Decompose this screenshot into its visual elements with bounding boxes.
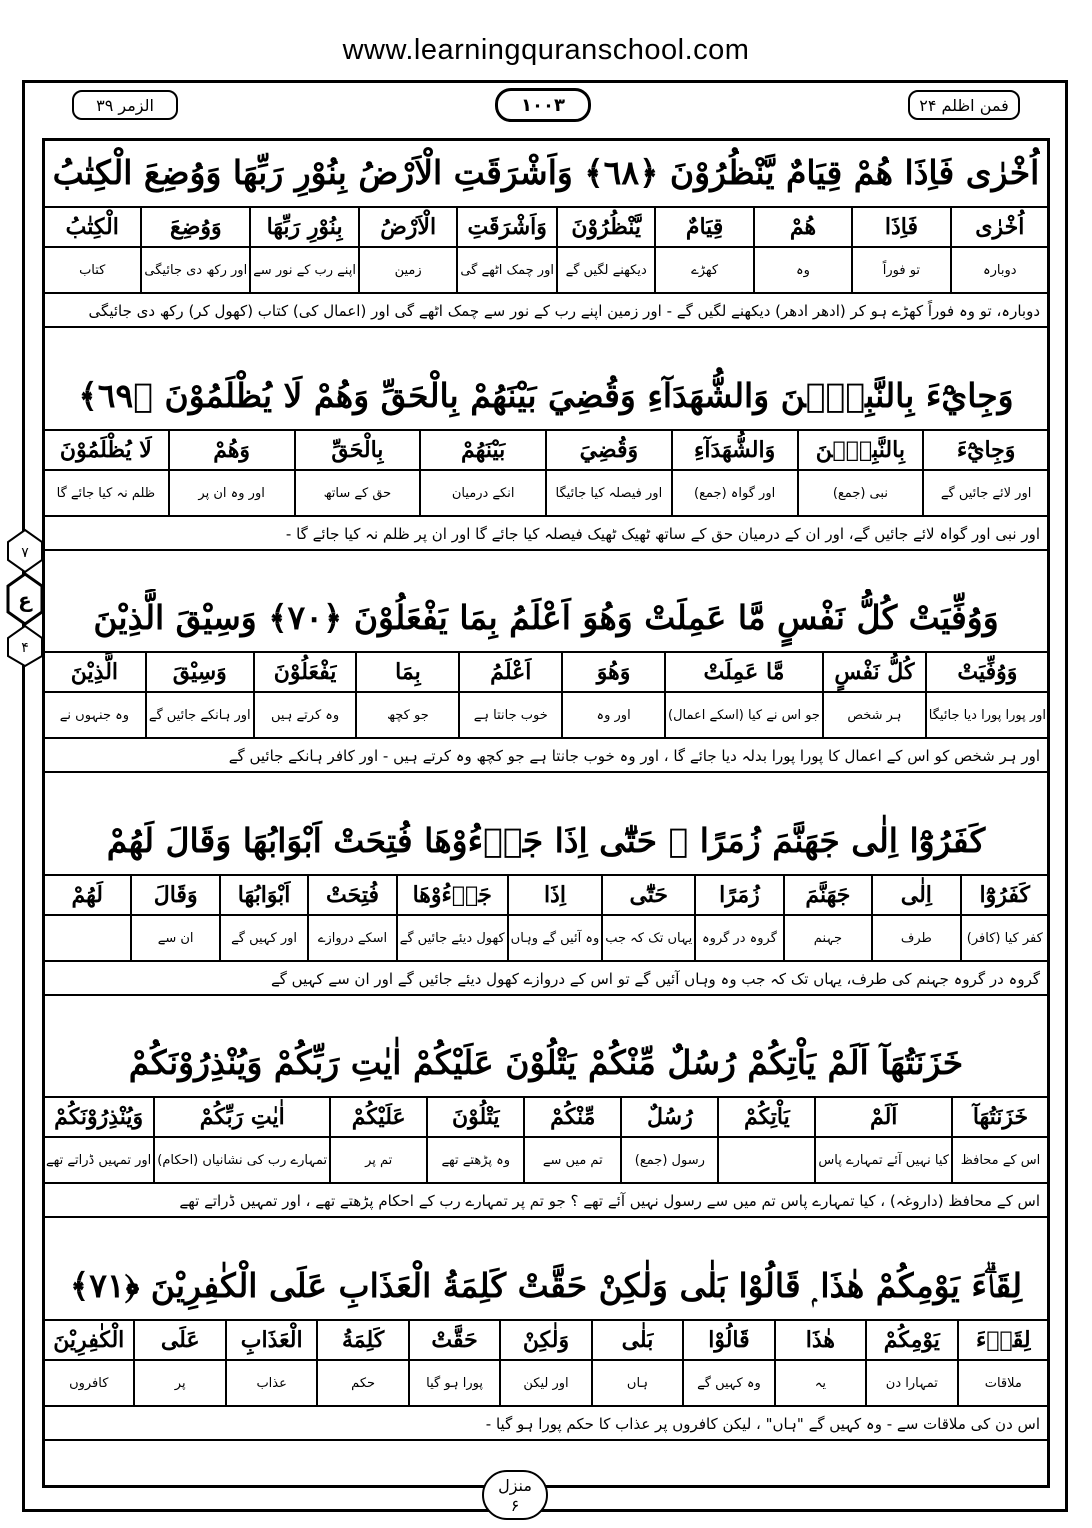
- arabic-word: اِذَا: [509, 876, 602, 916]
- urdu-meaning: ان سے: [157, 930, 194, 946]
- arabic-word: كَفَرُوْٓا: [962, 876, 1048, 916]
- word-cell: [307, 876, 395, 960]
- word-cell: [851, 208, 949, 292]
- urdu-meaning: ہر شخص: [847, 707, 902, 723]
- verse-section: [44, 1253, 1048, 1475]
- arabic-word: بِمَا: [357, 653, 458, 693]
- arabic-word: بِالنَّبِيّٖنَ: [799, 431, 923, 471]
- arabic-word: الْكِتٰبُ: [44, 208, 140, 248]
- verse-section: [44, 363, 1048, 585]
- urdu-meaning: رسول (جمع): [634, 1152, 705, 1168]
- arabic-word: لَا يُظْلَمُوْنَ: [44, 431, 168, 471]
- urdu-meaning: دیکھنے لگیں گے: [565, 262, 647, 278]
- arabic-word: قَالُوْا: [684, 1321, 773, 1361]
- word-cell: [44, 431, 168, 515]
- urdu-meaning: انکے درمیان: [451, 485, 515, 501]
- arabic-word: اَعْلَمُ: [460, 653, 561, 693]
- urdu-translation: اس کے محافظ (داروغہ) ، کیا تمہارے پاس تم میں سے رسول نہیں آئے تھے ؟ جو تم پر تمہارے رب کے احکام پڑھتے تھے ، اور تمہیں ڈراتے تھے: [44, 1184, 1048, 1218]
- word-cell: [153, 1098, 329, 1182]
- word-cell: [396, 876, 507, 960]
- arabic-word: لَهُمْ: [44, 876, 130, 916]
- arabic-word: عَلَيْكُمْ: [331, 1098, 426, 1138]
- arabic-word: لِقَاۗءَ: [959, 1321, 1048, 1361]
- word-cell: [358, 208, 456, 292]
- arabic-verse-line: اُخْرٰى فَاِذَا هُمْ قِيَامٌ يَّنْظُرُوْنَ ﴿٦٨﴾ وَاَشْرَقَتِ الْاَرْضُ بِنُوْرِ رَبِّهَا وَوُضِعَ الْكِتٰبُ: [52, 153, 1040, 192]
- urdu-meaning: [719, 1138, 814, 1182]
- word-cell: [458, 653, 561, 737]
- urdu-meaning: [44, 916, 130, 960]
- urdu-meaning: کافروں: [69, 1375, 109, 1391]
- urdu-meaning: اور لائے جائیں گے: [940, 485, 1032, 501]
- word-cell: [140, 208, 249, 292]
- urdu-meaning: تم میں سے: [542, 1152, 603, 1168]
- word-cell: [753, 208, 851, 292]
- arabic-word: الْاَرْضُ: [360, 208, 456, 248]
- word-cell: [145, 653, 253, 737]
- urdu-meaning: اور لیکن: [523, 1375, 569, 1391]
- word-cell: [329, 1098, 426, 1182]
- word-cell: [133, 1321, 224, 1405]
- verse-section: [44, 585, 1048, 807]
- word-cell: [355, 653, 458, 737]
- word-cell: [620, 1098, 717, 1182]
- manzil-number: ۶: [510, 1496, 520, 1515]
- word-cell: [408, 1321, 499, 1405]
- urdu-translation: اور ہر شخص کو اس کے اعمال کا پورا پورا بدلہ دیا جائے گا ، اور وہ خوب جانتا ہے جو کچھ وہ کرتے ہیں - اور کافر ہانکے جائیں گے: [44, 739, 1048, 773]
- arabic-word: هٰذَا: [776, 1321, 865, 1361]
- urdu-meaning: جہنم: [813, 930, 843, 946]
- arabic-word: وَقَالَ: [132, 876, 218, 916]
- arabic-word: بَيْنَهُمْ: [421, 431, 545, 471]
- urdu-meaning: عذاب: [256, 1375, 287, 1391]
- urdu-meaning: اور وہ ان پر: [198, 485, 265, 501]
- arabic-verse-line: وَجِايْٓءَ بِالنَّبِيّٖنَ وَالشُّهَدَآءِ وَقُضِيَ بَيْنَهُمْ بِالْحَقِّ وَهُمْ لَا يُظْلَمُوْنَ ﴿٦٩﴾: [78, 376, 1014, 415]
- arabic-word: الْعَذَابِ: [227, 1321, 316, 1361]
- arabic-word: وَيُنْذِرُوْنَكُمْ: [44, 1098, 153, 1138]
- word-cell: [671, 431, 797, 515]
- urdu-meaning: حق کے ساتھ: [323, 485, 392, 501]
- arabic-word: بِنُوْرِ رَبِّهَا: [251, 208, 358, 248]
- urdu-meaning: پورا ہو گیا: [426, 1375, 484, 1391]
- urdu-meaning: حکم: [351, 1375, 376, 1391]
- urdu-meaning: اور گواہ (جمع): [694, 485, 776, 501]
- word-cell: [44, 208, 140, 292]
- word-cell: [694, 876, 782, 960]
- urdu-meaning: اور ہانکے جائیں گے: [148, 707, 251, 723]
- urdu-meaning: تمہارا دن: [885, 1375, 938, 1391]
- arabic-word: وَسِيْقَ: [147, 653, 253, 693]
- urdu-meaning: کتاب: [79, 262, 106, 278]
- urdu-translation: اس دن کی ملاقات سے - وہ کہیں گے "ہاں" ، لیکن کافروں پر عذاب کا حکم پورا ہو گیا -: [44, 1407, 1048, 1441]
- urdu-meaning: ہاں: [626, 1375, 649, 1391]
- word-cell: [44, 876, 130, 960]
- arabic-word: وَوُضِعَ: [142, 208, 249, 248]
- word-cell: [426, 1098, 523, 1182]
- word-cell: [682, 1321, 773, 1405]
- urdu-meaning: تو فوراً: [882, 262, 921, 278]
- word-cell: [44, 1098, 153, 1182]
- urdu-meaning: نبی (جمع): [832, 485, 888, 501]
- page-number: ۱۰۰۳: [495, 88, 591, 122]
- word-cell: [664, 653, 822, 737]
- arabic-verse-line: لِقَاۗءَ يَوْمِكُمْ هٰذَا ۭ قَالُوْا بَلٰى وَلٰكِنْ حَقَّتْ كَلِمَةُ الْعَذَابِ عَلَى الْكٰفِرِيْنَ ﴿٧١﴾: [69, 1266, 1023, 1305]
- arabic-word: اِلٰى: [873, 876, 959, 916]
- urdu-meaning: طرف: [900, 930, 932, 946]
- urdu-meaning: زمین: [394, 262, 422, 278]
- arabic-word: اَلَمْ: [816, 1098, 951, 1138]
- urdu-meaning: یہاں تک کہ جب: [605, 930, 693, 946]
- arabic-verse-line: خَزَنَتُهَآ اَلَمْ يَاْتِكُمْ رُسُلٌ مِّنْكُمْ يَتْلُوْنَ عَلَيْكُمْ اٰيٰتِ رَبِّكُمْ وَيُنْذِرُوْنَكُمْ: [128, 1043, 964, 1082]
- arabic-word: وَلٰكِنْ: [501, 1321, 590, 1361]
- word-by-word-grid: [44, 206, 1048, 294]
- arabic-word: حَتّٰٓى: [603, 876, 694, 916]
- surah-label: الزمر ۳۹: [72, 90, 178, 120]
- urdu-translation: گروہ در گروہ جہنم کی طرف، یہاں تک کہ جب وہ وہاں آئیں گے تو اس کے دروازے کھول دیئے جائیں گے اور ان سے کہیں گے: [44, 962, 1048, 996]
- urdu-meaning: جو اس نے کیا (اسکے اعمال): [668, 707, 820, 723]
- urdu-meaning: اور چمک اٹھے گی: [460, 262, 554, 278]
- arabic-word: مَّا عَمِلَتْ: [666, 653, 822, 693]
- arabic-word: كُلُّ نَفْسٍ: [824, 653, 925, 693]
- urdu-meaning: اور تمہیں ڈراتے تھے: [45, 1152, 152, 1168]
- arabic-word: فُتِحَتْ: [309, 876, 395, 916]
- word-cell: [249, 208, 358, 292]
- manzil-label: منزل: [498, 1476, 532, 1495]
- urdu-meaning: ظلم نہ کیا جائے گا: [56, 485, 156, 501]
- urdu-meaning: وہ پڑھتے تھے: [441, 1152, 511, 1168]
- word-cell: [865, 1321, 956, 1405]
- arabic-word: قِيَامٌ: [656, 208, 752, 248]
- urdu-meaning: اس کے محافظ: [960, 1152, 1041, 1168]
- urdu-meaning: خوب جانتا ہے: [473, 707, 548, 723]
- urdu-meaning: اور وہ: [596, 707, 631, 723]
- urdu-meaning: دوبارہ: [983, 262, 1017, 278]
- arabic-word: اُخْرٰى: [952, 208, 1048, 248]
- word-cell: [822, 653, 925, 737]
- word-cell: [797, 431, 923, 515]
- word-by-word-grid: [44, 1319, 1048, 1407]
- word-cell: [225, 1321, 316, 1405]
- arabic-word: وَهُوَ: [563, 653, 664, 693]
- urdu-meaning: کیا نہیں آئے تمہارے پاس: [818, 1152, 949, 1168]
- word-cell: [168, 431, 294, 515]
- arabic-word: يَفْعَلُوْنَ: [255, 653, 356, 693]
- arabic-word: كَلِمَةُ: [318, 1321, 407, 1361]
- word-cell: [523, 1098, 620, 1182]
- word-cell: [44, 653, 145, 737]
- word-cell: [316, 1321, 407, 1405]
- word-cell: [654, 208, 752, 292]
- arabic-word: الْكٰفِرِيْنَ: [44, 1321, 133, 1361]
- arabic-word: مِّنْكُمْ: [525, 1098, 620, 1138]
- arabic-word: يَتْلُوْنَ: [428, 1098, 523, 1138]
- word-cell: [601, 876, 694, 960]
- word-cell: [774, 1321, 865, 1405]
- arabic-word: جَهَنَّمَ: [785, 876, 871, 916]
- urdu-meaning: اپنے رب کے نور سے: [253, 262, 356, 278]
- arabic-word: يَاْتِكُمْ: [719, 1098, 814, 1138]
- urdu-meaning: یہ: [814, 1375, 826, 1391]
- word-by-word-grid: [44, 429, 1048, 517]
- verse-section: [44, 808, 1048, 1030]
- juz-label: فمن اظلم ۲۴: [908, 90, 1020, 120]
- word-cell: [951, 1098, 1048, 1182]
- word-cell: [717, 1098, 814, 1182]
- arabic-word: اَبْوَابُهَا: [221, 876, 307, 916]
- arabic-word: وَوُفِّيَتْ: [927, 653, 1048, 693]
- verse-section: [44, 1030, 1048, 1252]
- word-cell: [561, 653, 664, 737]
- urdu-meaning: اور کہیں گے: [231, 930, 298, 946]
- arabic-word: بَلٰى: [593, 1321, 682, 1361]
- urdu-meaning: اسکے دروازے: [317, 930, 388, 946]
- urdu-meaning: وہ کرتے ہیں: [270, 707, 340, 723]
- urdu-meaning: وہ: [796, 262, 810, 278]
- word-cell: [456, 208, 556, 292]
- word-cell: [507, 876, 602, 960]
- ruku-marker: [6, 528, 44, 668]
- word-cell: [814, 1098, 951, 1182]
- urdu-meaning: کھڑے: [691, 262, 719, 278]
- word-cell: [130, 876, 218, 960]
- word-cell: [591, 1321, 682, 1405]
- arabic-word: يَّنْظُرُوْنَ: [558, 208, 654, 248]
- arabic-word: يَوْمِكُمْ: [867, 1321, 956, 1361]
- word-cell: [294, 431, 420, 515]
- arabic-word: رُسُلٌ: [622, 1098, 717, 1138]
- ruku-middle: ع: [18, 588, 32, 612]
- arabic-word: وَجِايْٓءَ: [924, 431, 1048, 471]
- arabic-word: جَاۗءُوْهَا: [398, 876, 507, 916]
- verse-section: [44, 140, 1048, 362]
- ruku-bottom: ۴: [21, 640, 29, 656]
- arabic-word: فَاِذَا: [853, 208, 949, 248]
- word-by-word-grid: [44, 1096, 1048, 1184]
- urdu-meaning: کھول دیئے جائیں گے: [399, 930, 505, 946]
- word-cell: [545, 431, 671, 515]
- arabic-verse-line: كَفَرُوْٓا اِلٰى جَهَنَّمَ زُمَرًا ۭ حَتّٰٓى اِذَا جَاۗءُوْهَا فُتِحَتْ اَبْوَابُهَا وَقَالَ لَهُمْ: [106, 821, 986, 860]
- urdu-translation: دوبارہ، تو وہ فوراً کھڑے ہو کر (ادھر ادھر) دیکھنے لگیں گے - اور زمین اپنے رب کے نور سے چمک اٹھے گی اور (اعمال کی) کتاب (کھول کر) رکھ دی جائیگی: [44, 294, 1048, 328]
- word-cell: [950, 208, 1048, 292]
- arabic-word: بِالْحَقِّ: [296, 431, 420, 471]
- urdu-meaning: کفر کیا (کافر): [966, 930, 1043, 946]
- arabic-word: هُمْ: [755, 208, 851, 248]
- word-cell: [44, 1321, 133, 1405]
- arabic-verse-line: وَوُفِّيَتْ كُلُّ نَفْسٍ مَّا عَمِلَتْ وَهُوَ اَعْلَمُ بِمَا يَفْعَلُوْنَ ﴿٧٠﴾ وَسِيْقَ الَّذِيْنَ: [93, 598, 999, 637]
- word-cell: [499, 1321, 590, 1405]
- manzil-marker: [482, 1470, 548, 1520]
- urdu-meaning: پر: [174, 1375, 186, 1391]
- word-cell: [922, 431, 1048, 515]
- arabic-word: وَهُمْ: [170, 431, 294, 471]
- urdu-translation: اور نبی اور گواہ لائے جائیں گے، اور ان کے درمیان حق کے ساتھ ٹھیک ٹھیک فیصلہ کیا جائے گا اور ان پر ظلم نہ کیا جائے گا -: [44, 517, 1048, 551]
- arabic-word: خَزَنَتُهَآ: [953, 1098, 1048, 1138]
- word-cell: [925, 653, 1048, 737]
- arabic-word: حَقَّتْ: [410, 1321, 499, 1361]
- arabic-word: وَالشُّهَدَآءِ: [673, 431, 797, 471]
- word-cell: [419, 431, 545, 515]
- arabic-word: اٰيٰتِ رَبِّكُمْ: [155, 1098, 329, 1138]
- urdu-meaning: وہ جنہوں نے: [59, 707, 130, 723]
- word-cell: [960, 876, 1048, 960]
- urdu-meaning: اور پورا پورا دیا جائیگا: [928, 707, 1046, 723]
- urdu-meaning: ملاقات: [984, 1375, 1022, 1391]
- urdu-meaning: تم پر: [365, 1152, 393, 1168]
- ruku-top: ۷: [21, 545, 29, 561]
- urdu-meaning: جو کچھ: [387, 707, 429, 723]
- word-cell: [253, 653, 356, 737]
- word-by-word-grid: [44, 874, 1048, 962]
- urdu-meaning: گروہ در گروہ: [702, 930, 777, 946]
- word-cell: [556, 208, 654, 292]
- urdu-meaning: اور فیصلہ کیا جائیگا: [555, 485, 663, 501]
- urdu-meaning: وہ آئیں گے وہاں: [510, 930, 600, 946]
- arabic-word: الَّذِيْنَ: [44, 653, 145, 693]
- urdu-meaning: وہ کہیں گے: [697, 1375, 761, 1391]
- word-by-word-grid: [44, 651, 1048, 739]
- arabic-word: وَقُضِيَ: [547, 431, 671, 471]
- arabic-word: وَاَشْرَقَتِ: [458, 208, 556, 248]
- word-cell: [219, 876, 307, 960]
- arabic-word: عَلَى: [135, 1321, 224, 1361]
- word-cell: [957, 1321, 1048, 1405]
- urdu-meaning: اور رکھ دی جائیگی: [144, 262, 248, 278]
- urdu-meaning: تمہارے رب کی نشانیاں (احکام): [157, 1152, 328, 1168]
- word-cell: [783, 876, 871, 960]
- arabic-word: زُمَرًا: [696, 876, 782, 916]
- word-cell: [871, 876, 959, 960]
- site-url: www.learningquranschool.com: [342, 34, 750, 66]
